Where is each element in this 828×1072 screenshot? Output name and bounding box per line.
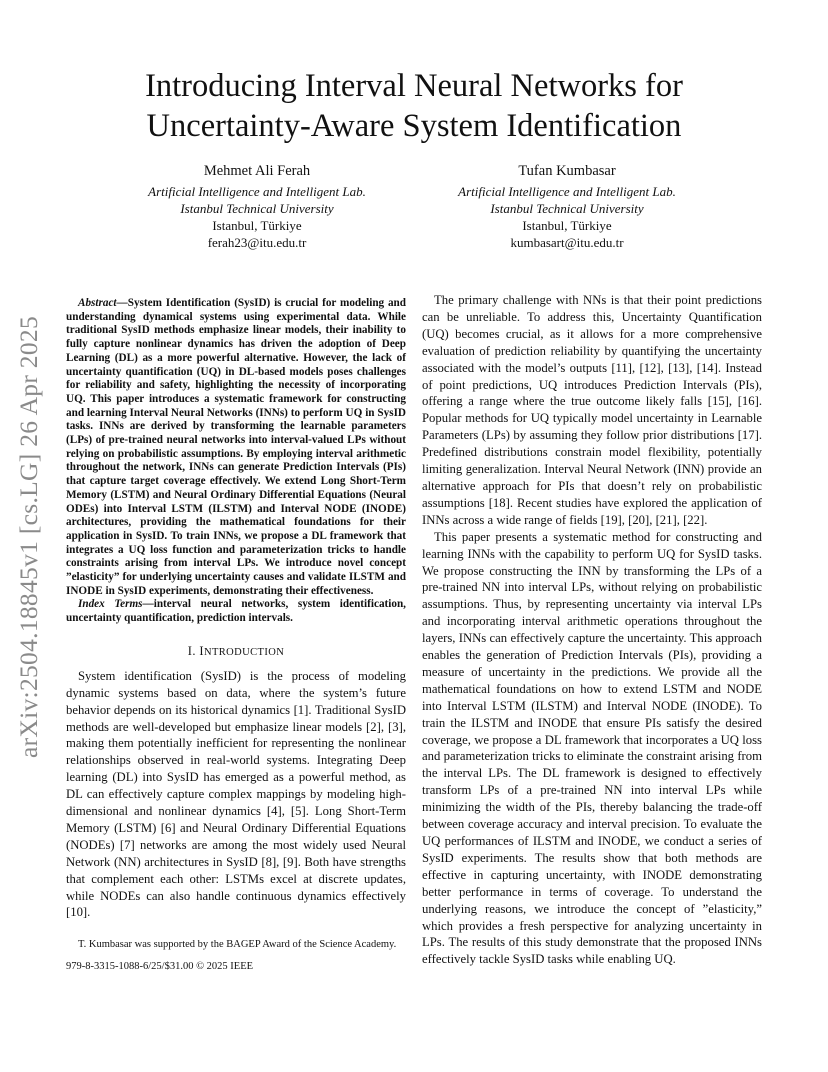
title-line-2: Uncertainty-Aware System Identification <box>146 108 682 144</box>
author-name: Mehmet Ali Ferah <box>203 163 311 179</box>
title-line-1: Introducing Interval Neural Networks for <box>145 68 683 104</box>
author-institution: Istanbul Technical University <box>490 201 644 216</box>
right-column <box>422 292 762 968</box>
section-title: NTRODUCTION <box>203 646 285 658</box>
author-block-1 <box>107 163 407 251</box>
abstract-text: —System Identification (SysID) is crucial for modeling and understanding dynamical systems using experimental data. While traditional SysID methods emphasize linear models, their inability to fully capture nonlinear dynamics has driven the adoption of Deep Learning (DL) as a more powerful alternative. However, the lack of uncertainty quantification (UQ) in DL-based models poses challenges for reliability and safety, highlighting the necessity of incorporating UQ. This paper introduces a systematic framework for constructing and learning Interval Neural Networks (INNs) to perform UQ in SysID tasks. INNs are derived by transforming the learnable parameters (LPs) of pre-trained neural networks into interval-valued LPs without relying on probabilistic assumptions. By employing interval arithmetic throughout the network, INNs can generate Prediction Intervals (PIs) that capture target coverage effectively. We extend Long Short-Term Memory (LSTM) and Neural Ordinary Differential Equations (Neural ODEs) into Interval LSTM (ILSTM) and Interval NODE (INODE) architectures, providing the mathematical foundations for their application in SysID. To train INNs, we propose a DL framework that integrates a UQ loss function and parameterization tricks to handle constraints arising from interval LPs. We introduce novel concept ”elasticity” for underlying uncertainty causes and validate ILSTM and INODE in SysID experiments, demonstrating their effectiveness. <box>66 297 406 597</box>
index-terms-text: —interval neural networks, system identification, uncertainty quantification, prediction intervals. <box>66 598 406 625</box>
left-column <box>66 297 406 921</box>
author-name: Tufan Kumbasar <box>518 163 616 179</box>
author-affiliation: Artificial Intelligence and Intelligent Lab. <box>148 184 366 199</box>
copyright-notice: 979-8-3315-1088-6/25/$31.00 © 2025 IEEE <box>66 961 254 972</box>
intro-paragraph-1: System identification (SysID) is the process of modeling dynamic systems based on data, where the system’s future behavior depends on its historical dynamics [1]. Traditional SysID methods are well-developed but emphasize linear models [2], [3], making them potentially inefficient for representing the nonlinear relationships observed in real-world systems. Integrating Deep learning (DL) into SysID has emerged as a powerful method, as DL can effectively capture complex mappings by modeling high-dimensional and nonlinear dynamics [4], [5]. Long Short-Term Memory (LSTM) [6] and Neural Ordinary Differential Equations (NODEs) [7] networks are among the most widely used Neural Network (NN) architectures in SysID [8], [9]. Both have strengths that complement each other: LSTMs excel at discrete updates, while NODEs can also handle continuous dynamics effectively [10]. <box>66 668 406 920</box>
author-location: Istanbul, Türkiye <box>212 218 302 233</box>
author-block-2 <box>417 163 717 251</box>
author-email: kumbasart@itu.edu.tr <box>510 235 624 250</box>
paper-title <box>0 66 828 146</box>
intro-paragraph-2: The primary challenge with NNs is that their point predictions can be unreliable. To address this, Uncertainty Quantification (UQ) becomes crucial, as it allows for a more comprehensive evaluation of prediction reliability by quantifying the uncertainty associated with the model’s outputs [11], [12], [13], [14]. Instead of point predictions, UQ introduces Prediction Intervals (PIs), offering a range where the true outcome likely falls [15], [16]. Popular methods for UQ typically model uncertainty in Learnable Parameters (LPs) by assuming they follow prior distributions [17]. Predefined distributions constrain model flexibility, potentially limiting generalization. Interval Neural Network (INN) provide an alternative approach for PIs that doesn’t rely on probabilistic assumptions [18]. Recent studies have explored the application of INNs across a wide range of fields [19], [20], [21], [22]. <box>422 293 762 527</box>
author-location: Istanbul, Türkiye <box>522 218 612 233</box>
index-terms <box>66 598 406 625</box>
section-numeral: I. I <box>187 643 204 658</box>
author-institution: Istanbul Technical University <box>180 201 334 216</box>
author-affiliation: Artificial Intelligence and Intelligent Lab. <box>458 184 676 199</box>
author-email: ferah23@itu.edu.tr <box>207 235 307 250</box>
abstract <box>66 297 406 598</box>
index-terms-label: Index Terms <box>78 598 143 611</box>
intro-paragraph-3: This paper presents a systematic method for constructing and learning INNs with the capability to perform UQ for SysID tasks. We propose constructing the INN by transforming the LPs of a pre-trained NN into interval LPs, without relying on probabilistic assumptions. Thus, by representing uncertainty via interval LPs and incorporating interval arithmetic operations throughout the layers, INNs can effectively capture the uncertainty. This approach enables the generation of Prediction Intervals (PIs), providing a measure of uncertainty in the predictions. We provide all the mathematical foundations on how to extend LSTM and NODE into Interval LSTM (ILSTM) and Interval NODE (INODE). To train the ILSTM and INODE that ensure PIs satisfy the desired coverage, we propose a DL framework that incorporates a UQ loss and parameterization tricks to eliminate the constraint arising from the interval LPs. The DL framework is designed to effectively transform LPs of a pre-trained NN into interval LPs while minimizing the width of the PIs, thereby balancing the trade-off between coverage accuracy and interval precision. To evaluate the UQ performances of ILSTM and INODE, we conduct a series of SysID experiments. The results show that both methods are effective in capturing uncertainty, with INODE demonstrating better performance in terms of coverage. To understand the underlying reasons, we introduce the concept of ”elasticity,” which provides a fresh perspective for analyzing uncertainty in LPs. The results of this study demonstrate that the proposed INNs effectively tackle SysID tasks while enabling UQ. <box>422 529 762 967</box>
section-heading-introduction <box>66 643 406 662</box>
abstract-label: Abstract <box>78 297 117 309</box>
arxiv-identifier: arXiv:2504.18845v1 [cs.LG] 26 Apr 2025 <box>14 315 43 758</box>
funding-footnote: T. Kumbasar was supported by the BAGEP Award of the Science Academy. <box>78 939 397 950</box>
